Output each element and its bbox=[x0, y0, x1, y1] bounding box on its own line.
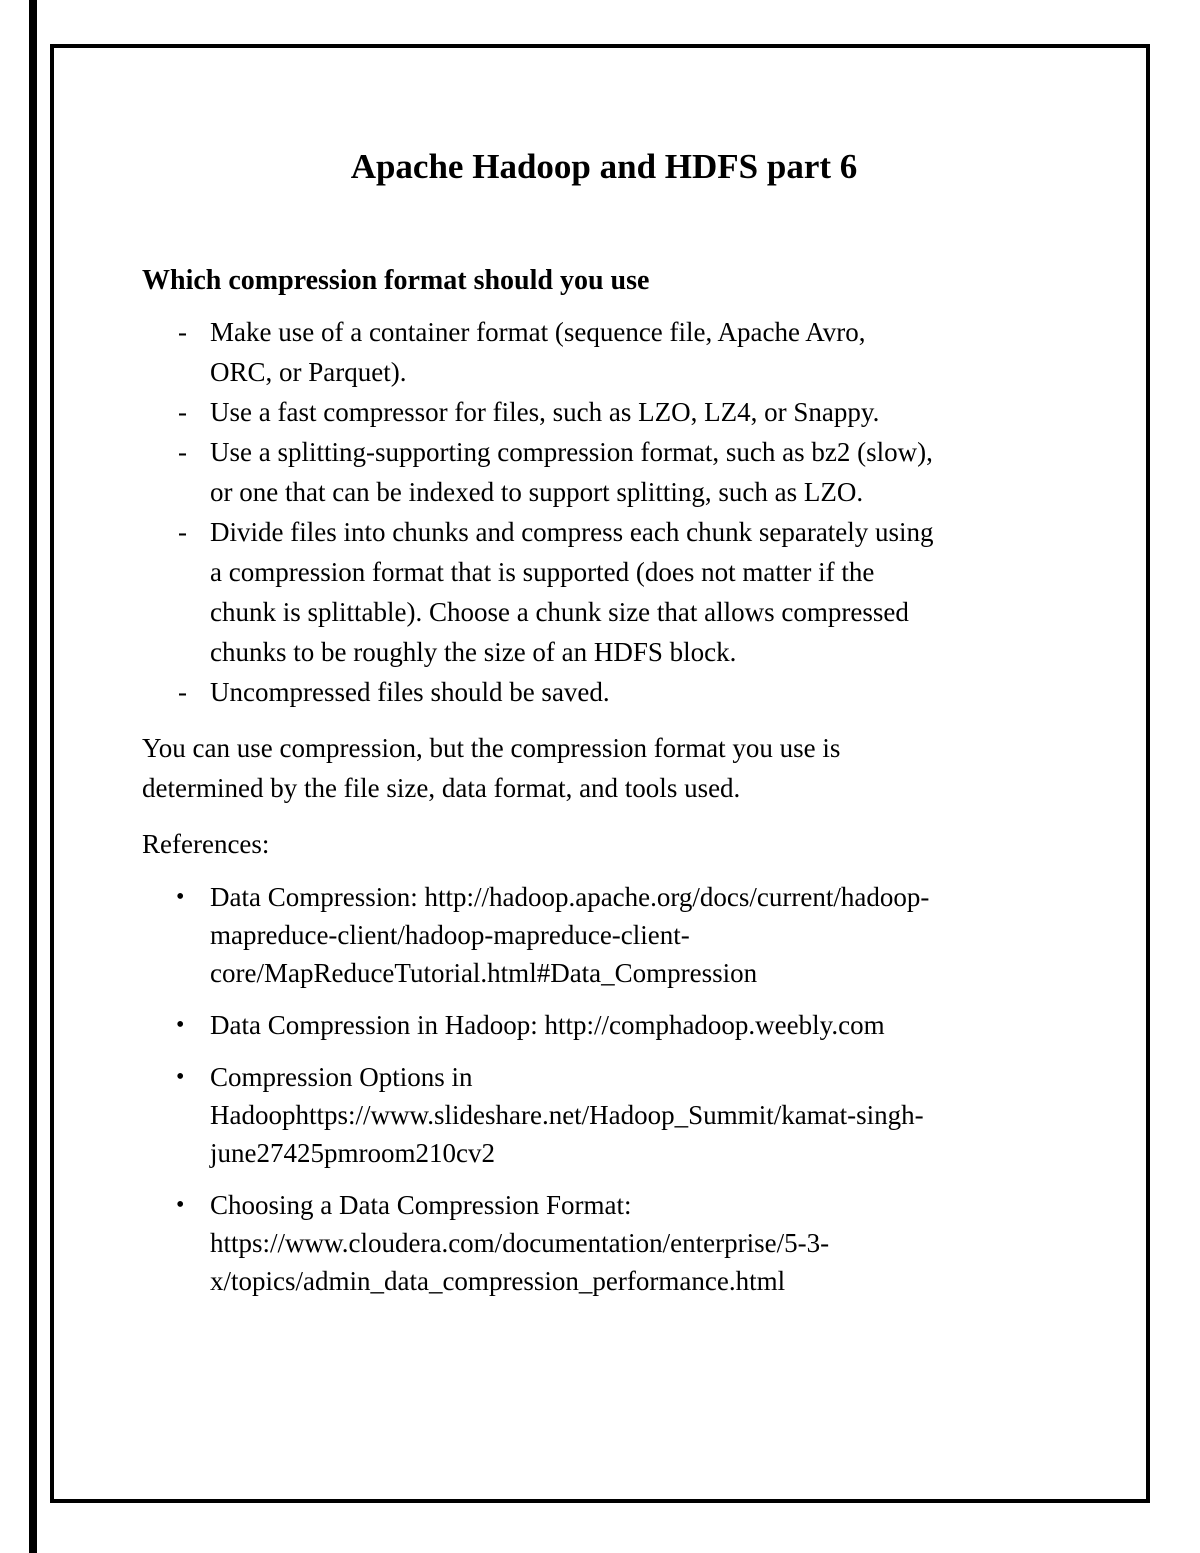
list-item-text bbox=[210, 512, 1066, 672]
text-line: Choosing a Data Compression Format: bbox=[210, 1190, 632, 1220]
reference-item bbox=[142, 878, 1066, 992]
bullet-marker: • bbox=[176, 884, 185, 910]
list-item-text bbox=[210, 672, 1066, 712]
text-line: Hadoophttps://www.slideshare.net/Hadoop_Summit/kamat-singh- bbox=[210, 1100, 924, 1130]
reference-text bbox=[210, 1186, 1066, 1300]
dash-marker: - bbox=[178, 677, 187, 707]
text-line: chunk is splittable). Choose a chunk size that allows compressed bbox=[210, 597, 909, 627]
text-line: mapreduce-client/hadoop-mapreduce-client- bbox=[210, 920, 690, 950]
text-line: Use a splitting-supporting compression format, such as bz2 (slow), bbox=[210, 437, 933, 467]
list-item bbox=[142, 672, 1066, 712]
list-item bbox=[142, 312, 1066, 392]
bullet-marker: • bbox=[176, 1192, 185, 1218]
reference-item bbox=[142, 1058, 1066, 1172]
list-item-text bbox=[210, 392, 1066, 432]
text-line: Make use of a container format (sequence file, Apache Avro, bbox=[210, 317, 866, 347]
bullet-marker: • bbox=[176, 1012, 185, 1038]
reference-item bbox=[142, 1186, 1066, 1300]
text-line: Data Compression: http://hadoop.apache.org/docs/current/hadoop- bbox=[210, 882, 930, 912]
text-line: determined by the file size, data format, and tools used. bbox=[142, 773, 741, 803]
reference-text bbox=[210, 1006, 1066, 1044]
list-item bbox=[142, 512, 1066, 672]
page-border-frame bbox=[50, 44, 1150, 1503]
text-line: a compression format that is supported (does not matter if the bbox=[210, 557, 875, 587]
section-heading: Which compression format should you use bbox=[142, 265, 650, 296]
dash-marker: - bbox=[178, 397, 187, 427]
references-label: References: bbox=[142, 829, 270, 859]
text-line: chunks to be roughly the size of an HDFS block. bbox=[210, 637, 737, 667]
page-title: Apache Hadoop and HDFS part 6 bbox=[350, 147, 858, 186]
list-item bbox=[142, 392, 1066, 432]
text-line: x/topics/admin_data_compression_performance.html bbox=[210, 1266, 786, 1296]
text-line: Use a fast compressor for files, such as LZO, LZ4, or Snappy. bbox=[210, 397, 880, 427]
text-line: You can use compression, but the compression format you use is bbox=[142, 733, 841, 763]
text-line: Uncompressed files should be saved. bbox=[210, 677, 610, 707]
text-line: core/MapReduceTutorial.html#Data_Compression bbox=[210, 958, 758, 988]
dash-list bbox=[142, 312, 1066, 712]
scan-artifact-strip bbox=[29, 0, 37, 1553]
text-line: Divide files into chunks and compress each chunk separately using bbox=[210, 517, 934, 547]
text-line: or one that can be indexed to support splitting, such as LZO. bbox=[210, 477, 864, 507]
text-line: https://www.cloudera.com/documentation/enterprise/5-3- bbox=[210, 1228, 830, 1258]
body-paragraph bbox=[142, 728, 1066, 808]
text-line: ORC, or Parquet). bbox=[210, 357, 407, 387]
dash-marker: - bbox=[178, 517, 187, 547]
reference-text bbox=[210, 1058, 1066, 1172]
reference-item bbox=[142, 1006, 1066, 1044]
text-line: Compression Options in bbox=[210, 1062, 473, 1092]
list-item-text bbox=[210, 432, 1066, 512]
list-item bbox=[142, 432, 1066, 512]
document-content bbox=[54, 48, 1146, 1300]
bullet-marker: • bbox=[176, 1064, 185, 1090]
dash-marker: - bbox=[178, 317, 187, 347]
text-line: june27425pmroom210cv2 bbox=[210, 1138, 495, 1168]
references-list bbox=[142, 878, 1066, 1300]
dash-marker: - bbox=[178, 437, 187, 467]
text-line: Data Compression in Hadoop: http://comphadoop.weebly.com bbox=[210, 1010, 885, 1040]
list-item-text bbox=[210, 312, 1066, 392]
reference-text bbox=[210, 878, 1066, 992]
